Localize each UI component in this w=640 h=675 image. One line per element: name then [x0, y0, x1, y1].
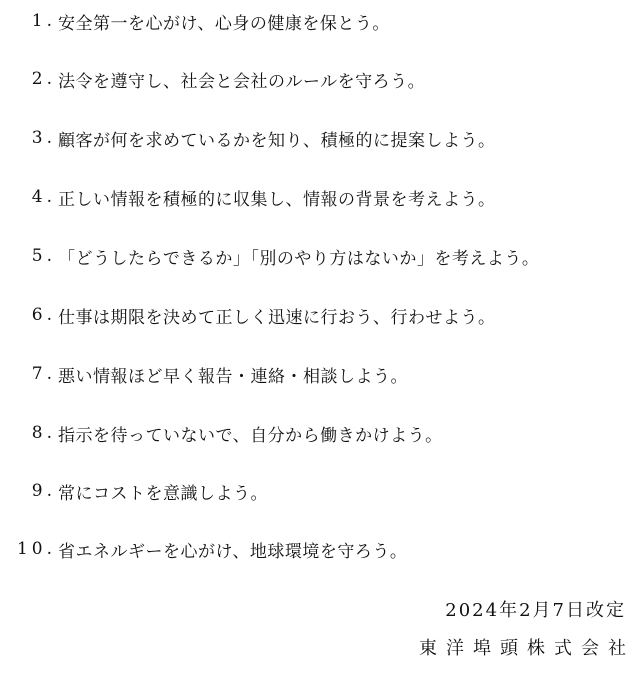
principle-item-8: [0, 418, 640, 448]
principle-text: 仕事は期限を決めて正しく迅速に行おう、行わせよう。: [58, 307, 496, 328]
principle-text: 指示を待っていないで、自分から働きかけよう。: [58, 425, 443, 446]
company-name: 東洋埠頭株式会社: [419, 638, 635, 659]
principle-number: 6.: [31, 305, 56, 325]
principle-number: 5.: [31, 246, 56, 266]
principle-item-5: [0, 241, 640, 271]
principle-number: 8.: [31, 423, 56, 443]
principle-number: 1.: [31, 11, 56, 31]
principle-text: 顧客が何を求めているかを知り、積極的に提案しよう。: [58, 130, 496, 151]
principle-number: 10.: [16, 539, 56, 559]
principle-text: 「どうしたらできるか」「別のやり方はないか」を考えよう。: [58, 248, 540, 269]
principle-item-10: [0, 534, 640, 564]
principle-number: 2.: [31, 69, 56, 89]
principle-text: 常にコストを意識しよう。: [58, 483, 268, 504]
principle-number: 3.: [31, 128, 56, 148]
principle-text: 法令を遵守し、社会と会社のルールを守ろう。: [58, 71, 426, 92]
principle-item-4: [0, 182, 640, 212]
principle-text: 省エネルギーを心がけ、地球環境を守ろう。: [58, 541, 408, 562]
principle-item-9: [0, 476, 640, 506]
principle-item-3: [0, 123, 640, 153]
principle-number: 9.: [31, 481, 56, 501]
principle-text: 悪い情報ほど早く報告・連絡・相談しよう。: [58, 366, 408, 387]
principle-item-7: [0, 359, 640, 389]
principle-number: 7.: [31, 364, 56, 384]
principle-number: 4.: [31, 187, 56, 207]
principle-item-6: [0, 300, 640, 330]
principle-item-1: [0, 6, 640, 36]
principle-text: 正しい情報を積極的に収集し、情報の背景を考えよう。: [58, 189, 496, 210]
revision-date: 2024年2月7日改定: [445, 600, 626, 621]
principle-item-2: [0, 64, 640, 94]
principle-text: 安全第一を心がけ、心身の健康を保とう。: [58, 13, 390, 34]
